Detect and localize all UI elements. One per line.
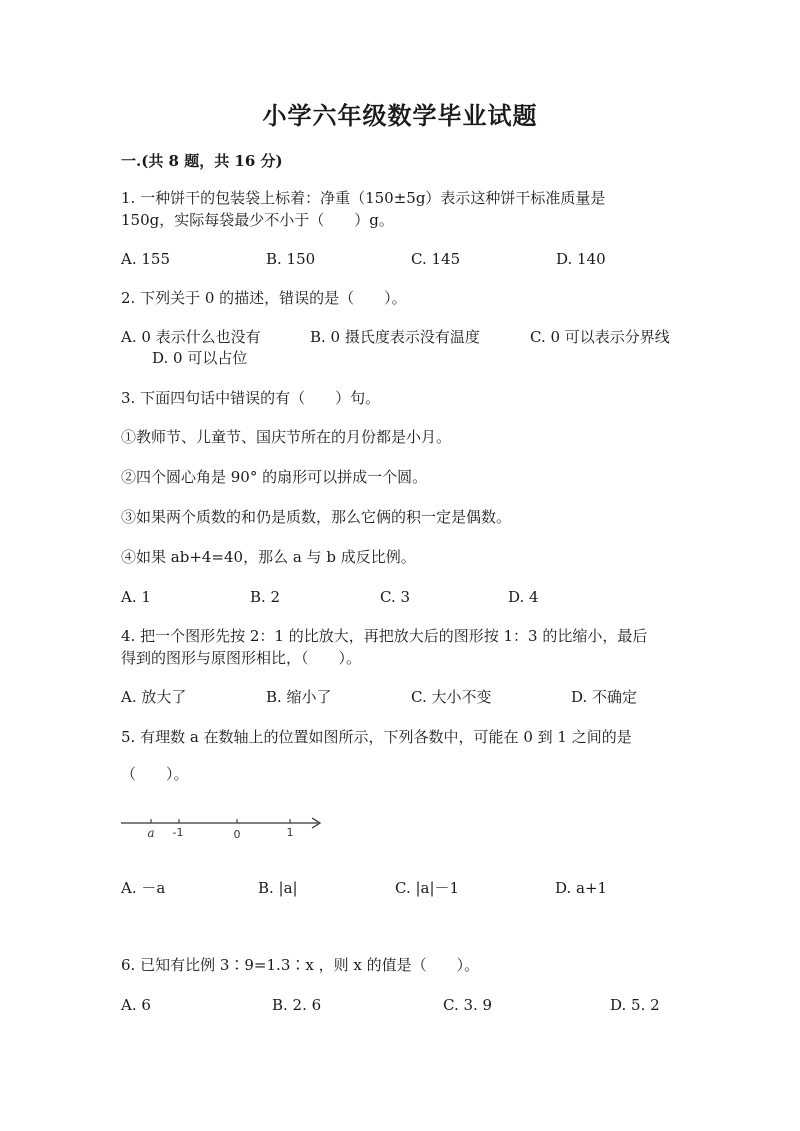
- question-3-option-d: D. 4: [508, 588, 539, 606]
- question-3-option-c: C. 3: [380, 588, 411, 606]
- number-line-figure: [120, 812, 330, 842]
- label-1: 1: [286, 826, 294, 839]
- question-3-option-b: B. 2: [250, 588, 281, 606]
- question-5-line-2: （ ）。: [121, 765, 189, 783]
- question-2-option-c: C. 0 可以表示分界线: [530, 328, 670, 346]
- question-6-option-c: C. 3. 9: [443, 996, 493, 1014]
- question-6-option-a: A. 6: [121, 996, 151, 1014]
- question-3-statement-2: ②四个圆心角是 90° 的扇形可以拼成一个圆。: [121, 468, 428, 486]
- question-3-statement-3: ③如果两个质数的和仍是质数，那么它俩的积一定是偶数。: [121, 508, 512, 526]
- question-2-option-d: D. 0 可以占位: [152, 349, 248, 367]
- label-minus-1: -1: [172, 826, 184, 839]
- question-4-line-2: 得到的图形与原图形相比，（ ）。: [121, 649, 362, 667]
- question-5-option-d: D. a+1: [555, 879, 608, 897]
- question-4-option-b: B. 缩小了: [266, 688, 332, 706]
- question-6-option-b: B. 2. 6: [272, 996, 322, 1014]
- question-4-line-1: 4. 把一个图形先按 2：1 的比放大，再把放大后的图形按 1：3 的比缩小，最后: [121, 627, 648, 645]
- question-5-option-c: C. |a|－1: [395, 879, 460, 897]
- label-a: a: [147, 826, 155, 840]
- question-2-option-a: A. 0 表示什么也没有: [121, 328, 261, 346]
- question-1-option-d: D. 140: [556, 250, 606, 268]
- question-3-option-a: A. 1: [121, 588, 151, 606]
- question-5-option-b: B. |a|: [258, 879, 298, 897]
- question-2-line-1: 2. 下列关于 0 的描述，错误的是（ ）。: [121, 289, 407, 307]
- question-1-option-c: C. 145: [411, 250, 461, 268]
- question-4-option-c: C. 大小不变: [411, 688, 492, 706]
- question-1-line-1: 1. 一种饼干的包装袋上标着：净重（150±5g）表示这种饼干标准质量是: [121, 189, 606, 207]
- question-6-option-d: D. 5. 2: [610, 996, 660, 1014]
- label-0: 0: [233, 828, 241, 841]
- question-5-option-a: A. －a: [121, 879, 166, 897]
- section-heading: 一.(共 8 题，共 16 分): [121, 152, 283, 170]
- question-3-statement-1: ①教师节、儿童节、国庆节所在的月份都是小月。: [121, 428, 452, 446]
- question-5-line-1: 5. 有理数 a 在数轴上的位置如图所示，下列各数中，可能在 0 到 1 之间的是: [121, 728, 632, 746]
- question-6-line-1: 6. 已知有比例 3∶9=1.3∶x ，则 x 的值是（ ）。: [121, 956, 480, 974]
- question-1-line-2: 150g，实际每袋最少不小于（ ）g。: [121, 211, 394, 229]
- question-3-line-1: 3. 下面四句话中错误的有（ ）句。: [121, 389, 381, 407]
- question-2-option-b: B. 0 摄氏度表示没有温度: [310, 328, 480, 346]
- page-title: 小学六年级数学毕业试题: [262, 101, 538, 130]
- question-3-statement-4: ④如果 ab+4=40，那么 a 与 b 成反比例。: [121, 548, 416, 566]
- question-1-option-a: A. 155: [121, 250, 170, 268]
- question-4-option-d: D. 不确定: [571, 688, 638, 706]
- question-4-option-a: A. 放大了: [121, 688, 187, 706]
- question-1-option-b: B. 150: [266, 250, 316, 268]
